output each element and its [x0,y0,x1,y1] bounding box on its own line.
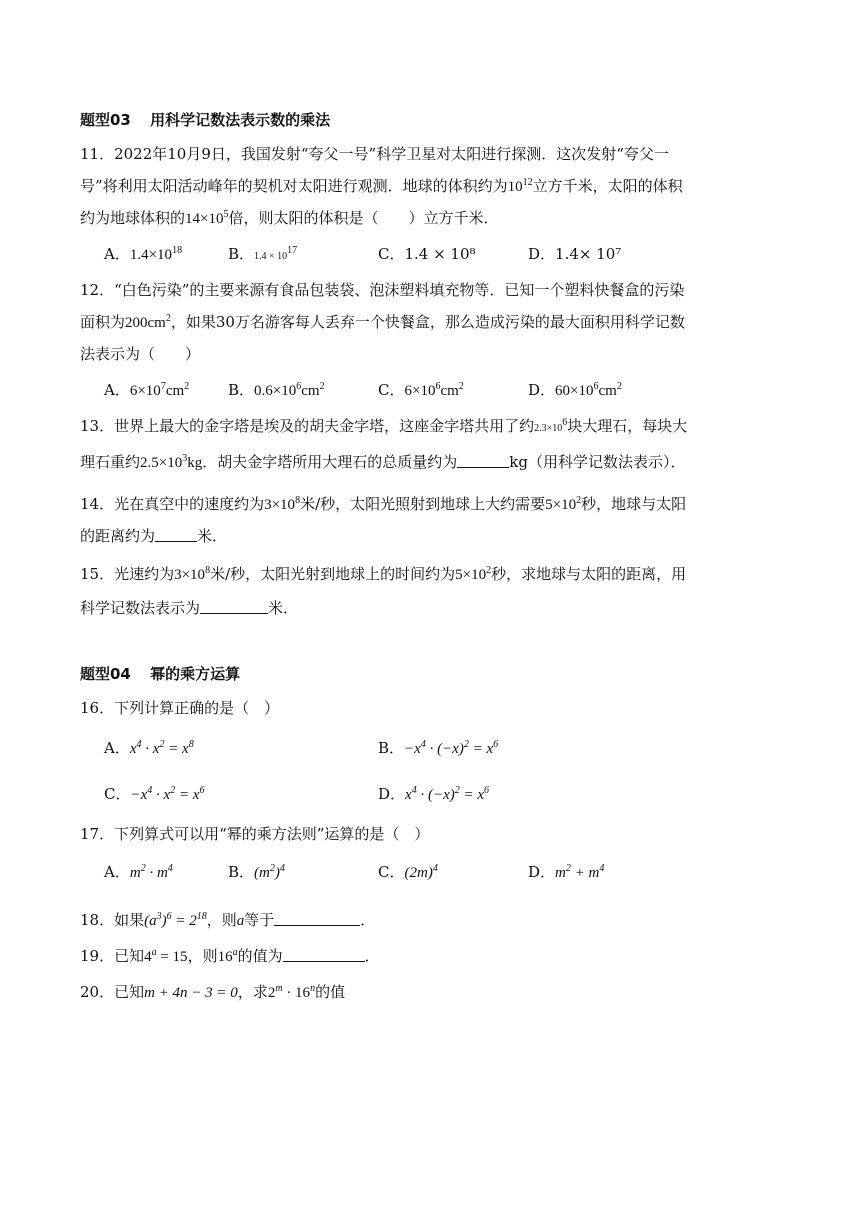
option-label: D． [378,785,406,803]
math-expression: $6\times 10^7cm^2$ [129,381,190,399]
option-label: B． [228,381,255,399]
question-19 [80,946,780,967]
question-11-line-2 [80,176,780,197]
option-label: A． [104,739,130,757]
q11-text: 号”将利用太阳活动峰年的契机对太阳进行观测．地球的体积约为 [80,177,508,195]
q20-text: ，求 [237,983,268,1001]
question-12-line-2 [80,312,780,333]
question-15-line-2 [80,598,780,618]
section-heading-04 [80,664,780,684]
question-20 [80,982,780,1003]
q14-text: 米/秒，太阳光照射到地球上大约需要 [300,495,546,513]
q20-text: 20．已知 [80,983,145,1001]
answer-blank[interactable] [283,947,365,962]
q15-text: 科学记数法表示为 [80,599,201,617]
q14-text: 的距离约为 [80,527,156,545]
q11-text: 立方千米，太阳的体积 [532,177,683,195]
q11-text: 倍，则太阳的体积是（ ）立方千米． [228,209,499,227]
q19-text: ． [364,947,380,965]
math-expression: $10^{12}$ [507,177,533,195]
q18-text: 等于 [244,911,275,929]
math-expression: $(a^3)^6 = 2^{18}$ [144,911,207,929]
question-16-stem: 16．下列计算正确的是（ ） [80,699,280,717]
question-14-line-2 [80,526,780,546]
math-expression: $x^4 \cdot x^2 = x^8$ [129,739,194,757]
math-expression: $6\times 10^6cm^2$ [404,381,464,399]
q11-option-b [228,244,297,267]
option-label: B． [228,863,255,881]
q18-text: 18．如果 [80,911,145,929]
q14-text: 秒，地球与太阳 [581,495,687,513]
question-15-line-1 [80,564,780,585]
q15-text: 米/秒，太阳光射到地球上的时间约为 [210,565,456,583]
q20-text: 的值 [315,983,346,1001]
q12-option-d [528,380,622,401]
math-expression: $2.3\times 10^6$ [534,417,568,434]
q18-text: ． [360,911,376,929]
q18-text: ，则 [206,911,237,929]
q15-text: 秒，求地球与太阳的距离，用 [491,565,687,583]
section-heading-03 [80,110,780,130]
math-expression: $14\times 10^5$ [185,209,229,227]
section-title: 用科学记数法表示数的乘法 [150,111,331,129]
math-expression: $(m^2)^4$ [254,863,285,881]
question-12-line-3: 法表示为（ ） [80,345,201,363]
math-expression: $1.4 \times 10^{17}$ [254,245,298,262]
math-expression: 16$^a$ [217,947,238,965]
answer-blank[interactable] [274,911,360,926]
question-11-line-3 [80,208,780,229]
question-12-line-1: 12．“白色污染”的主要来源有食品包装袋、泡沫塑料填充物等．已知一个塑料快餐盒的污染 [80,281,685,299]
q19-text: 19．已知 [80,947,145,965]
q13-text: ．胡夫金字塔所用大理石的总质量约为 [202,453,458,471]
q14-text: 米． [197,527,228,545]
option-label: B． [378,739,405,757]
option-label: B． [228,245,255,263]
question-13-line-1 [80,416,780,439]
section-title: 幂的乘方运算 [150,665,241,683]
option-label: A． [104,863,130,881]
question-13-line-2 [80,452,780,473]
q12-option-b [228,380,325,401]
math-variable: a [236,913,245,929]
question-18 [80,910,780,931]
q15-text: 15．光速约为 [80,565,175,583]
q19-text: 的值为 [237,947,283,965]
math-expression: $m^2 \cdot m^4$ [129,863,173,881]
option-label: C． [104,785,131,803]
q13-text: 块大理石，每块大 [567,417,688,435]
math-expression: $2.5\times 10^3kg$ [140,453,203,471]
q15-text: 米． [268,599,299,617]
q14-text: 14．光在真空中的速度约为 [80,495,265,513]
math-expression: $4^a = 15$ [144,947,188,965]
math-expression: $3\times 10^8$ [264,495,301,513]
question-14-line-1 [80,494,780,515]
q11-text: 约为地球体积的 [80,209,186,227]
option-label: D． [528,863,556,881]
q16-option-a [104,738,194,759]
q11-option-a [104,244,182,265]
q17-option-d [528,862,604,883]
option-label: D． [528,381,556,399]
q11-option-c: C．1.4 × 10⁸ [378,245,476,263]
q19-text: ，则 [187,947,218,965]
q13-text: kg（用科学记数法表示）． [509,453,686,471]
option-label: C． [378,381,405,399]
answer-blank[interactable] [200,599,268,614]
answer-blank[interactable] [155,527,197,542]
math-expression: $3\times 10^8$ [174,565,211,583]
math-expression: $m^2 + m^4$ [555,863,605,881]
math-expression: $(2m)^4$ [404,863,438,881]
q13-text: 理石重约 [80,453,141,471]
section-tag: 题型04 [80,665,131,683]
option-label: C． [378,863,405,881]
q17-option-c [378,862,438,883]
math-expression: $-x^4 \cdot (-x)^2 = x^6$ [404,739,499,757]
question-17-stem: 17．下列算式可以用“幂的乘方法则”运算的是（ ） [80,825,430,843]
math-expression: $1.4\times 10^{18}$ [129,245,183,263]
math-expression: m + 4n − 3 = 0 [144,985,238,1001]
q17-option-b [228,862,285,883]
math-expression: $5\times 10^2$ [455,565,492,583]
q12-option-c [378,380,464,401]
q11-option-d: D．1.4× 10⁷ [528,245,622,263]
section-tag: 题型03 [80,111,131,129]
math-expression: $2^m \cdot 16^n$ [267,983,316,1001]
math-expression: $5\times 10^2$ [545,495,582,513]
math-expression: $0.6\times 10^6cm^2$ [254,381,325,399]
math-expression: $x^4 \cdot (-x)^2 = x^6$ [405,785,490,803]
math-expression: $200cm^2$ [125,313,171,331]
option-label: A． [104,381,130,399]
math-expression: $60\times 10^6cm^2$ [555,381,622,399]
q12-text: 面积为 [80,313,126,331]
q16-option-c [104,784,204,805]
q12-text: ，如果30万名游客每人丢弃一个快餐盒，那么造成污染的最大面积用科学记数 [170,313,685,331]
q16-option-b [378,738,498,759]
answer-blank[interactable] [457,453,509,468]
math-expression: $-x^4 \cdot x^2 = x^6$ [130,785,205,803]
q12-option-a [104,380,189,401]
question-11-line-1: 11．2022年10月9日，我国发射“夸父一号”科学卫星对太阳进行探测．这次发射“夸父一 [80,145,669,163]
q17-option-a [104,862,173,883]
q13-text: 13．世界上最大的金字塔是埃及的胡夫金字塔，这座金字塔共用了约 [80,417,535,435]
q16-option-d [378,784,489,805]
option-label: A． [104,245,130,263]
